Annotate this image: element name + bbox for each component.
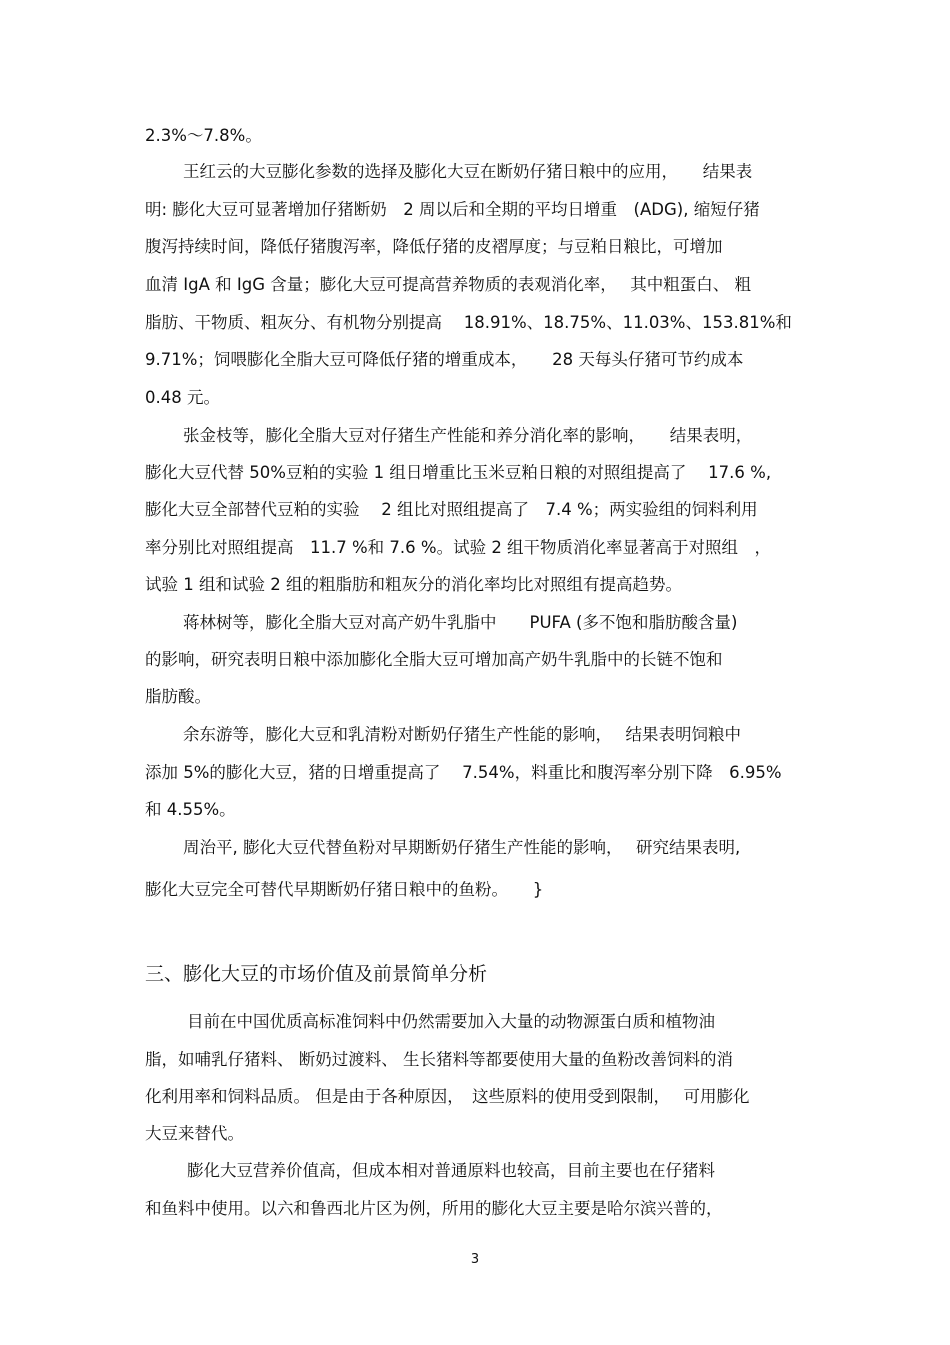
text-line: 添加 5%的膨化大豆，猪的日增重提高了 7.54%，料重比和腹泻率分别下降 6.95% bbox=[145, 763, 782, 782]
text-line: 余东游等，膨化大豆和乳清粉对断奶仔猪生产性能的影响， 结果表明饲粮中 bbox=[183, 725, 741, 744]
text-line: 脂肪、干物质、粗灰分、有机物分别提高 18.91%、18.75%、11.03%、153.81%和 bbox=[145, 313, 792, 332]
text-line: 周治平, 膨化大豆代替鱼粉对早期断奶仔猪生产性能的影响， 研究结果表明, bbox=[183, 838, 741, 857]
text-line: 脂，如哺乳仔猪料、 断奶过渡料、 生长猪料等都要使用大量的鱼粉改善饲料的消 bbox=[145, 1050, 733, 1069]
text-line: 和鱼料中使用。以六和鲁西北片区为例，所用的膨化大豆主要是哈尔滨兴普的， bbox=[145, 1199, 723, 1218]
text-line: 血清 IgA 和 IgG 含量；膨化大豆可提高营养物质的表观消化率， 其中粗蛋白、 粗 bbox=[145, 275, 751, 294]
text-line: 和 4.55%。 bbox=[145, 800, 236, 819]
text-line: 9.71%；饲喂膨化全脂大豆可降低仔猪的增重成本， 28 天每头仔猪可节约成本 bbox=[145, 350, 744, 369]
text-line: 蒋林树等，膨化全脂大豆对高产奶牛乳脂中 PUFA (多不饱和脂肪酸含量) bbox=[183, 613, 738, 632]
text-line: 膨化大豆代替 50%豆粕的实验 1 组日增重比玉米豆粕日粮的对照组提高了 17.6 %, bbox=[145, 463, 772, 482]
text-line: 0.48 元。 bbox=[145, 388, 220, 407]
text-line: 2.3%～7.8%。 bbox=[145, 126, 262, 145]
text-line: 脂肪酸。 bbox=[145, 687, 211, 706]
text-line: 的影响，研究表明日粮中添加膨化全脂大豆可增加高产奶牛乳脂中的长链不饱和 bbox=[145, 650, 723, 669]
text-line: 化利用率和饲料品质。 但是由于各种原因， 这些原料的使用受到限制， 可用膨化 bbox=[145, 1087, 750, 1106]
text-line: 大豆来替代。 bbox=[145, 1124, 244, 1143]
text-line: 膨化大豆全部替代豆粕的实验 2 组比对照组提高了 7.4 %；两实验组的饲料利用 bbox=[145, 500, 758, 519]
text-line: 试验 1 组和试验 2 组的粗脂肪和粗灰分的消化率均比对照组有提高趋势。 bbox=[145, 575, 682, 594]
text-line: 目前在中国优质高标准饲料中仍然需要加入大量的动物源蛋白质和植物油 bbox=[187, 1012, 715, 1031]
section-heading: 三、膨化大豆的市场价值及前景简单分析 bbox=[145, 963, 488, 985]
text-line: 腹泻持续时间，降低仔猪腹泻率，降低仔猪的皮褶厚度；与豆粕日粮比，可增加 bbox=[145, 237, 723, 256]
page-number: 3 bbox=[470, 1252, 480, 1267]
text-line: 明: 膨化大豆可显著增加仔猪断奶 2 周以后和全期的平均日增重 (ADG), 缩短仔猪 bbox=[145, 200, 760, 219]
text-line: 率分别比对照组提高 11.7 %和 7.6 %。试验 2 组干物质消化率显著高于对照组 ， bbox=[145, 538, 772, 557]
text-line: 膨化大豆营养价值高，但成本相对普通原料也较高，目前主要也在仔猪料 bbox=[187, 1161, 715, 1180]
text-line: 王红云的大豆膨化参数的选择及膨化大豆在断奶仔猪日粮中的应用， 结果表 bbox=[183, 162, 753, 181]
text-line: 张金枝等，膨化全脂大豆对仔猪生产性能和养分消化率的影响， 结果表明， bbox=[183, 426, 753, 445]
text-line: 膨化大豆完全可替代早期断奶仔猪日粮中的鱼粉。 } bbox=[145, 880, 544, 899]
